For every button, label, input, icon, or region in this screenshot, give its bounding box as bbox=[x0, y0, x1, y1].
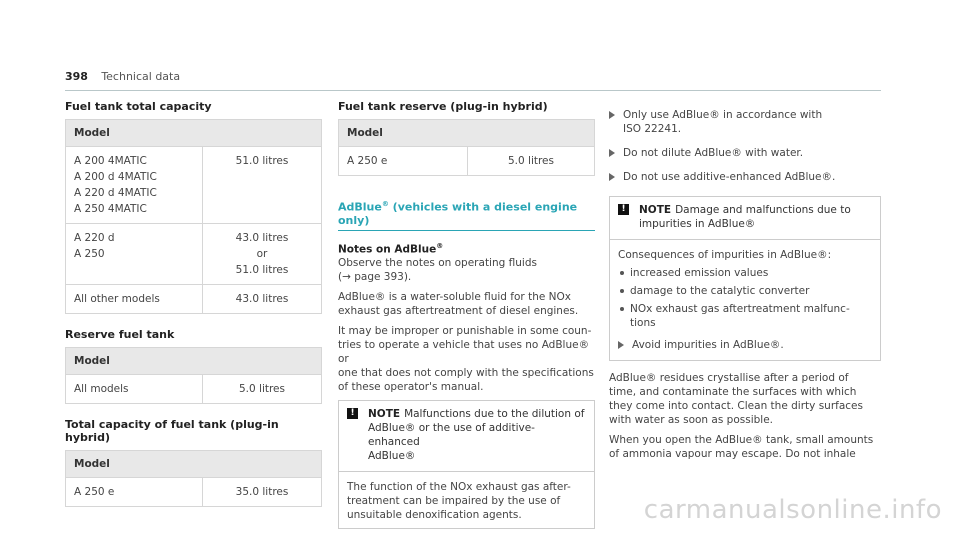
warning-icon: ! bbox=[347, 408, 358, 419]
instruction-item bbox=[609, 146, 881, 160]
model-name: A 250 e bbox=[66, 478, 203, 507]
page-header bbox=[65, 70, 180, 83]
model-name: A 250 4MATIC bbox=[74, 203, 147, 215]
text-line: of ammonia vapour may escape. Do not inhale bbox=[609, 448, 856, 460]
paragraph bbox=[609, 433, 881, 461]
capacity-value: 43.0 litres bbox=[235, 293, 289, 305]
reserve-plugin-title: Fuel tank reserve (plug-in hybrid) bbox=[338, 100, 548, 113]
arrow-right-icon bbox=[618, 341, 624, 349]
text-line: increased emission values bbox=[630, 267, 769, 279]
notes-heading bbox=[338, 239, 595, 257]
registered-mark: ® bbox=[381, 200, 389, 208]
total-plugin-title: Total capacity of fuel tank (plug-in hybrid) bbox=[65, 418, 279, 444]
column-middle bbox=[338, 100, 595, 529]
bullet-dot-icon bbox=[620, 289, 624, 293]
text-line: AdBlue® residues crystallise after a period of bbox=[609, 372, 849, 384]
text-line: exhaust gas aftertreatment of diesel engines. bbox=[338, 305, 579, 318]
text-line: tions bbox=[630, 317, 656, 329]
table-row bbox=[339, 147, 595, 176]
total-plugin-table bbox=[65, 450, 322, 507]
notice-body bbox=[610, 239, 880, 360]
model-name: A 250 e bbox=[339, 147, 468, 176]
text-line: AdBlue® is a water-soluble fluid for the NOx bbox=[338, 291, 571, 304]
table-row bbox=[66, 147, 322, 224]
text-line: one that does not comply with the specifications bbox=[338, 367, 594, 380]
notice-title-text: Malfunctions due to the dilution of bbox=[404, 408, 585, 421]
model-name: A 250 bbox=[74, 248, 105, 260]
text-line: tries to operate a vehicle that uses no AdBlue® or bbox=[338, 339, 590, 366]
column-left bbox=[65, 100, 323, 507]
text-line: Observe the notes on operating fluids bbox=[338, 257, 537, 270]
heading-text: (vehicles with a diesel engine only) bbox=[338, 200, 578, 227]
fuel-tank-total-title: Fuel tank total capacity bbox=[65, 100, 212, 113]
notice-title-text: Damage and malfunctions due to bbox=[675, 204, 851, 216]
list-item bbox=[618, 266, 872, 280]
instruction-item bbox=[609, 108, 881, 136]
capacity-value: 35.0 litres bbox=[203, 478, 322, 507]
notice-box bbox=[609, 196, 881, 361]
notice-title-text: AdBlue® bbox=[368, 450, 416, 463]
heading-text: Notes on AdBlue bbox=[338, 243, 437, 256]
warning-icon: ! bbox=[618, 204, 629, 215]
reserve-plugin-table bbox=[338, 119, 595, 176]
capacity-value: 51.0 litres bbox=[235, 264, 289, 276]
reserve-tank-title: Reserve fuel tank bbox=[65, 328, 175, 341]
registered-mark: ® bbox=[436, 241, 444, 250]
column-right bbox=[609, 108, 881, 467]
table-row bbox=[66, 285, 322, 314]
bullet-dot-icon bbox=[620, 271, 624, 275]
text-line: damage to the catalytic converter bbox=[630, 285, 810, 297]
paragraph bbox=[338, 256, 595, 284]
notice-title-text: AdBlue® or the use of additive-enhanced bbox=[368, 422, 535, 449]
list-item bbox=[618, 302, 872, 330]
model-name: A 200 d 4MATIC bbox=[74, 171, 157, 183]
text-line: treatment can be impaired by the use of bbox=[347, 495, 561, 508]
text-line: Only use AdBlue® in accordance with bbox=[623, 109, 823, 121]
text-line: unsuitable denoxification agents. bbox=[347, 509, 522, 522]
capacity-value: 51.0 litres bbox=[235, 155, 289, 167]
text-line: with water as soon as possible. bbox=[609, 414, 773, 426]
notice-label: NOTE bbox=[368, 408, 401, 421]
instruction-item bbox=[618, 338, 872, 352]
notice-label: NOTE bbox=[639, 204, 672, 216]
fuel-tank-total-table bbox=[65, 119, 322, 314]
text-line: Consequences of impurities in AdBlue®: bbox=[618, 249, 832, 261]
page-number: 398 bbox=[65, 70, 88, 83]
model-name: All models bbox=[66, 375, 203, 404]
list-item bbox=[618, 284, 872, 298]
table-header: Model bbox=[339, 120, 595, 147]
table-row bbox=[66, 478, 322, 507]
notice-title bbox=[610, 197, 880, 239]
model-name: A 220 d 4MATIC bbox=[74, 187, 157, 199]
arrow-right-icon bbox=[609, 173, 615, 181]
text-line: NOx exhaust gas aftertreatment malfunc- bbox=[630, 303, 850, 315]
bullet-dot-icon bbox=[620, 307, 624, 311]
text-line: When you open the AdBlue® tank, small amounts bbox=[609, 434, 874, 446]
text-line: The function of the NOx exhaust gas after- bbox=[347, 481, 571, 494]
model-name: All other models bbox=[74, 293, 160, 305]
page-reference-link[interactable]: (→ page 393). bbox=[338, 271, 412, 284]
header-rule bbox=[65, 90, 881, 91]
paragraph bbox=[338, 290, 595, 318]
text-line: ISO 22241. bbox=[623, 123, 682, 135]
notice-box bbox=[338, 400, 595, 529]
notice-title bbox=[339, 401, 594, 471]
adblue-section-heading bbox=[338, 200, 595, 231]
instruction-item bbox=[609, 170, 881, 184]
arrow-right-icon bbox=[609, 149, 615, 157]
text-line: Avoid impurities in AdBlue®. bbox=[632, 339, 784, 351]
table-row bbox=[66, 224, 322, 285]
text-line: Do not dilute AdBlue® with water. bbox=[623, 147, 804, 159]
text-line: time, and contaminate the surfaces with which bbox=[609, 386, 857, 398]
text-line: of these operator's manual. bbox=[338, 381, 484, 394]
notice-body bbox=[339, 471, 594, 528]
model-name: A 220 d bbox=[74, 232, 115, 244]
capacity-value: 5.0 litres bbox=[203, 375, 322, 404]
model-name: A 200 4MATIC bbox=[74, 155, 147, 167]
watermark: carmanualsonline.info bbox=[643, 495, 942, 525]
capacity-value: 5.0 litres bbox=[468, 147, 595, 176]
section-title: Technical data bbox=[101, 70, 181, 83]
notice-title-text: impurities in AdBlue® bbox=[639, 218, 756, 230]
arrow-right-icon bbox=[609, 111, 615, 119]
table-header: Model bbox=[66, 348, 322, 375]
capacity-or: or bbox=[256, 248, 268, 260]
paragraph bbox=[338, 324, 595, 394]
text-line: Do not use additive-enhanced AdBlue®. bbox=[623, 171, 836, 183]
text-line: they come into contact. Clean the dirty surfaces bbox=[609, 400, 863, 412]
table-row bbox=[66, 375, 322, 404]
capacity-value: 43.0 litres bbox=[235, 232, 289, 244]
reserve-tank-table bbox=[65, 347, 322, 404]
paragraph bbox=[609, 371, 881, 427]
table-header: Model bbox=[66, 120, 322, 147]
consequence-list bbox=[618, 266, 872, 330]
heading-text: AdBlue bbox=[338, 200, 382, 214]
text-line: It may be improper or punishable in some coun- bbox=[338, 325, 592, 338]
table-header: Model bbox=[66, 451, 322, 478]
